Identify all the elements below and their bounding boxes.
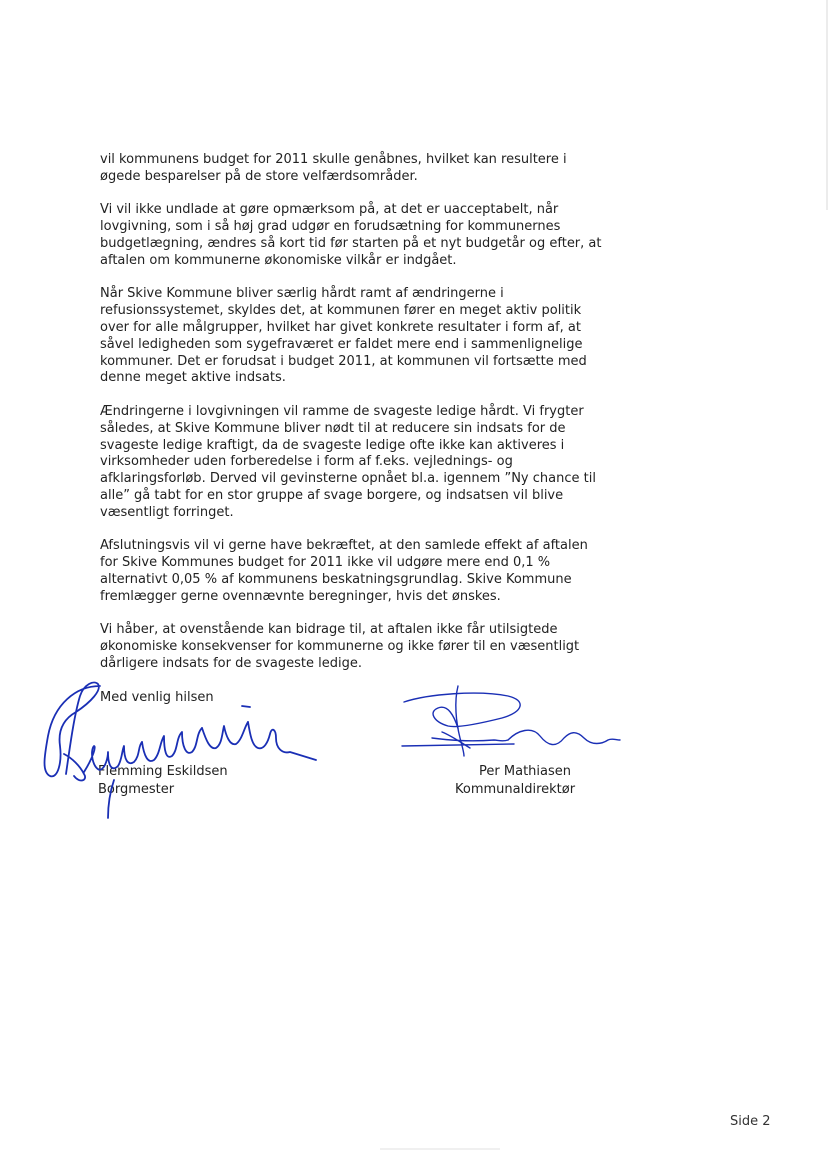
text-line: øgede besparelser på de store velfærdsområder. [100, 168, 418, 184]
paragraph-2 [100, 202, 600, 269]
text-line: for Skive Kommunes budget for 2011 ikke vil udgøre mere end 0,1 % [100, 555, 551, 571]
text-line: virksomheder uden forberedelse i form af f.eks. vejlednings- og [100, 454, 513, 470]
paragraph-3 [100, 286, 600, 387]
text-line: aftalen om kommunerne økonomiske vilkår er indgået. [100, 252, 457, 268]
closing-salutation: Med venlig hilsen [100, 690, 214, 705]
text-line: budgetlægning, ændres så kort tid før starten på et nyt budgetår og efter, at [100, 235, 602, 251]
scan-bottom-mark [380, 1148, 500, 1150]
text-line: dårligere indsats for de svageste ledige. [100, 655, 362, 671]
text-line: lovgivning, som i så høj grad udgør en forudsætning for kommunernes [100, 219, 561, 235]
text-line: kommuner. Det er forudsat i budget 2011, at kommunen vil fortsætte med [100, 353, 587, 369]
text-line: Når Skive Kommune bliver særlig hårdt ramt af ændringerne i [100, 286, 504, 302]
signer-director [455, 763, 576, 798]
letter-body [100, 152, 600, 690]
paragraph-1 [100, 152, 600, 186]
page-number: Side 2 [730, 1114, 771, 1129]
text-line: refusionssystemet, skyldes det, at kommunen fører en meget aktiv politik [100, 303, 582, 319]
signer-title: Kommunaldirektør [455, 781, 576, 797]
text-line: svageste ledige kraftigt, da de svageste ledige ofte ikke kan aktiveres i [100, 437, 565, 453]
text-line: Ændringerne i lovgivningen vil ramme de svageste ledige hårdt. Vi frygter [100, 403, 584, 419]
text-line: såvel ledigheden som sygefraværet er faldet mere end i sammenlignelige [100, 336, 583, 352]
paragraph-5 [100, 538, 600, 605]
text-line: alle” gå tabt for en stor gruppe af svage borgere, og indsatsen vil blive [100, 487, 564, 503]
text-line: Vi håber, at ovenstående kan bidrage til, at aftalen ikke får utilsigtede [100, 622, 558, 638]
text-line: denne meget aktive indsats. [100, 370, 286, 386]
signer-name: Flemming Eskildsen [98, 764, 228, 779]
signature-mayor [36, 676, 326, 826]
paragraph-4 [100, 404, 600, 522]
signature-director [398, 682, 624, 762]
paragraph-6 [100, 622, 600, 672]
text-line: således, at Skive Kommune bliver nødt til at reducere sin indsats for de [100, 420, 566, 436]
text-line: over for alle målgrupper, hvilket har givet konkrete resultater i form af, at [100, 319, 581, 335]
text-line: Afslutningsvis vil vi gerne have bekræftet, at den samlede effekt af aftalen [100, 538, 588, 554]
signer-name: Per Mathiasen [479, 764, 571, 779]
scan-edge-mark [826, 0, 828, 210]
text-line: Vi vil ikke undlade at gøre opmærksom på, at det er uacceptabelt, når [100, 202, 559, 218]
text-line: væsentligt forringet. [100, 504, 234, 520]
signer-title: Borgmester [98, 781, 175, 797]
text-line: afklaringsforløb. Derved vil gevinsterne opnået bl.a. igennem ”Ny chance til [100, 471, 596, 487]
text-line: alternativt 0,05 % af kommunens beskatningsgrundlag. Skive Kommune [100, 571, 572, 587]
text-line: vil kommunens budget for 2011 skulle genåbnes, hvilket kan resultere i [100, 152, 567, 167]
text-line: fremlægger gerne ovennævnte beregninger, hvis det ønskes. [100, 588, 501, 604]
text-line: økonomiske konsekvenser for kommunerne og ikke fører til en væsentligt [100, 639, 580, 655]
